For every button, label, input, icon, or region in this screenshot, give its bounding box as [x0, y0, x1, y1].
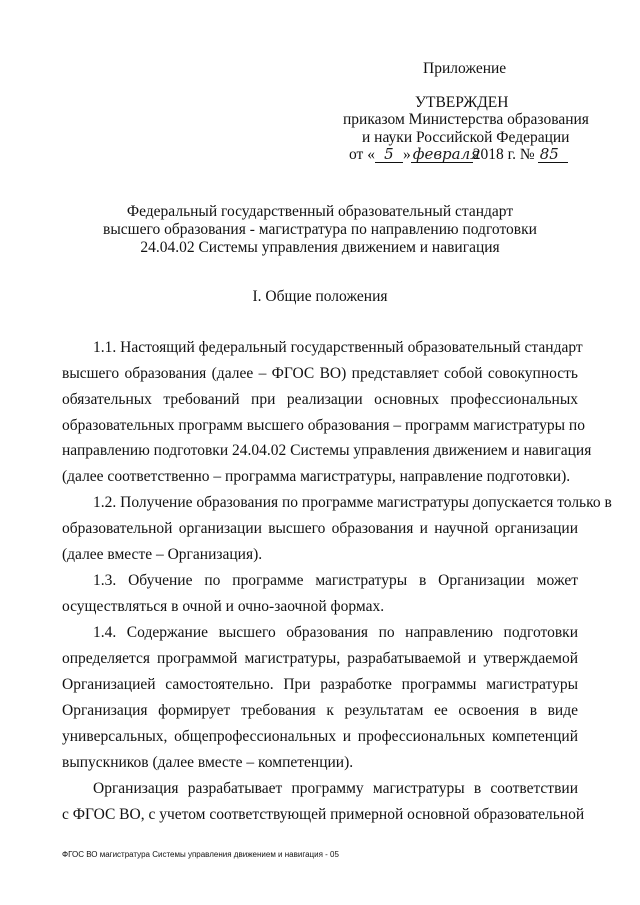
- handwritten-month: февраля: [412, 145, 481, 163]
- body-line: Организация разрабатывает программу магистратуры в соответствии: [93, 780, 578, 797]
- order-line-1: приказом Министерства образования: [343, 111, 589, 128]
- body-line: обязательных требований при реализации основных профессиональных: [62, 391, 578, 408]
- page-footer: ФГОС ВО магистратура Системы управления движением и навигация - 05: [62, 850, 339, 859]
- body-line: (далее соответственно – программа магистратуры, направление подготовки).: [62, 468, 571, 485]
- body-line: 1.2. Получение образования по программе магистратуры допускается только в: [93, 494, 612, 511]
- body-line: Организация формирует требования к результатам ее освоения в виде: [62, 702, 578, 719]
- body-line: осуществляться в очной и очно-заочной формах.: [62, 598, 385, 615]
- body-line: (далее вместе – Организация).: [62, 546, 263, 563]
- date-year: 2018 г. №: [472, 146, 535, 163]
- section-heading: I. Общие положения: [252, 288, 388, 305]
- document-title-line-3: 24.04.02 Системы управления движением и навигация: [140, 239, 500, 256]
- document-title-line-2: высшего образования - магистратура по направлению подготовки: [103, 221, 537, 238]
- order-date-line: [349, 146, 568, 163]
- body-line: выпускников (далее вместе – компетенции).: [62, 754, 354, 771]
- body-line: Организацией самостоятельно. При разработке программы магистратуры: [62, 676, 578, 693]
- date-prefix: от «: [349, 146, 375, 163]
- body-line: 1.4. Содержание высшего образования по направлению подготовки: [93, 624, 578, 641]
- handwritten-day: 5: [375, 147, 403, 163]
- body-line: 1.1. Настоящий федеральный государственный образовательный стандарт: [93, 339, 583, 356]
- body-line: универсальных, общепрофессиональных и профессиональных компетенций: [62, 728, 578, 745]
- body-line: направлению подготовки 24.04.02 Системы управления движением и навигация: [62, 442, 592, 459]
- date-middle: »: [402, 146, 411, 163]
- body-line: образовательных программ высшего образования – программ магистратуры по: [62, 417, 585, 434]
- body-line: определяется программой магистратуры, разрабатываемой и утверждаемой: [62, 650, 578, 667]
- handwritten-order-number: 85: [538, 147, 568, 163]
- body-line: с ФГОС ВО, с учетом соответствующей примерной основной образовательной: [62, 806, 585, 823]
- document-title-line-1: Федеральный государственный образовательный стандарт: [126, 203, 514, 220]
- appendix-label: Приложение: [423, 60, 507, 77]
- body-line: 1.3. Обучение по программе магистратуры в Организации может: [93, 572, 578, 589]
- body-line: образовательной организации высшего образования и научной организации: [62, 520, 578, 537]
- order-line-2: и науки Российской Федерации: [362, 129, 570, 146]
- body-line: высшего образования (далее – ФГОС ВО) представляет собой совокупность: [62, 365, 578, 382]
- approved-label: УТВЕРЖДЕН: [415, 94, 509, 111]
